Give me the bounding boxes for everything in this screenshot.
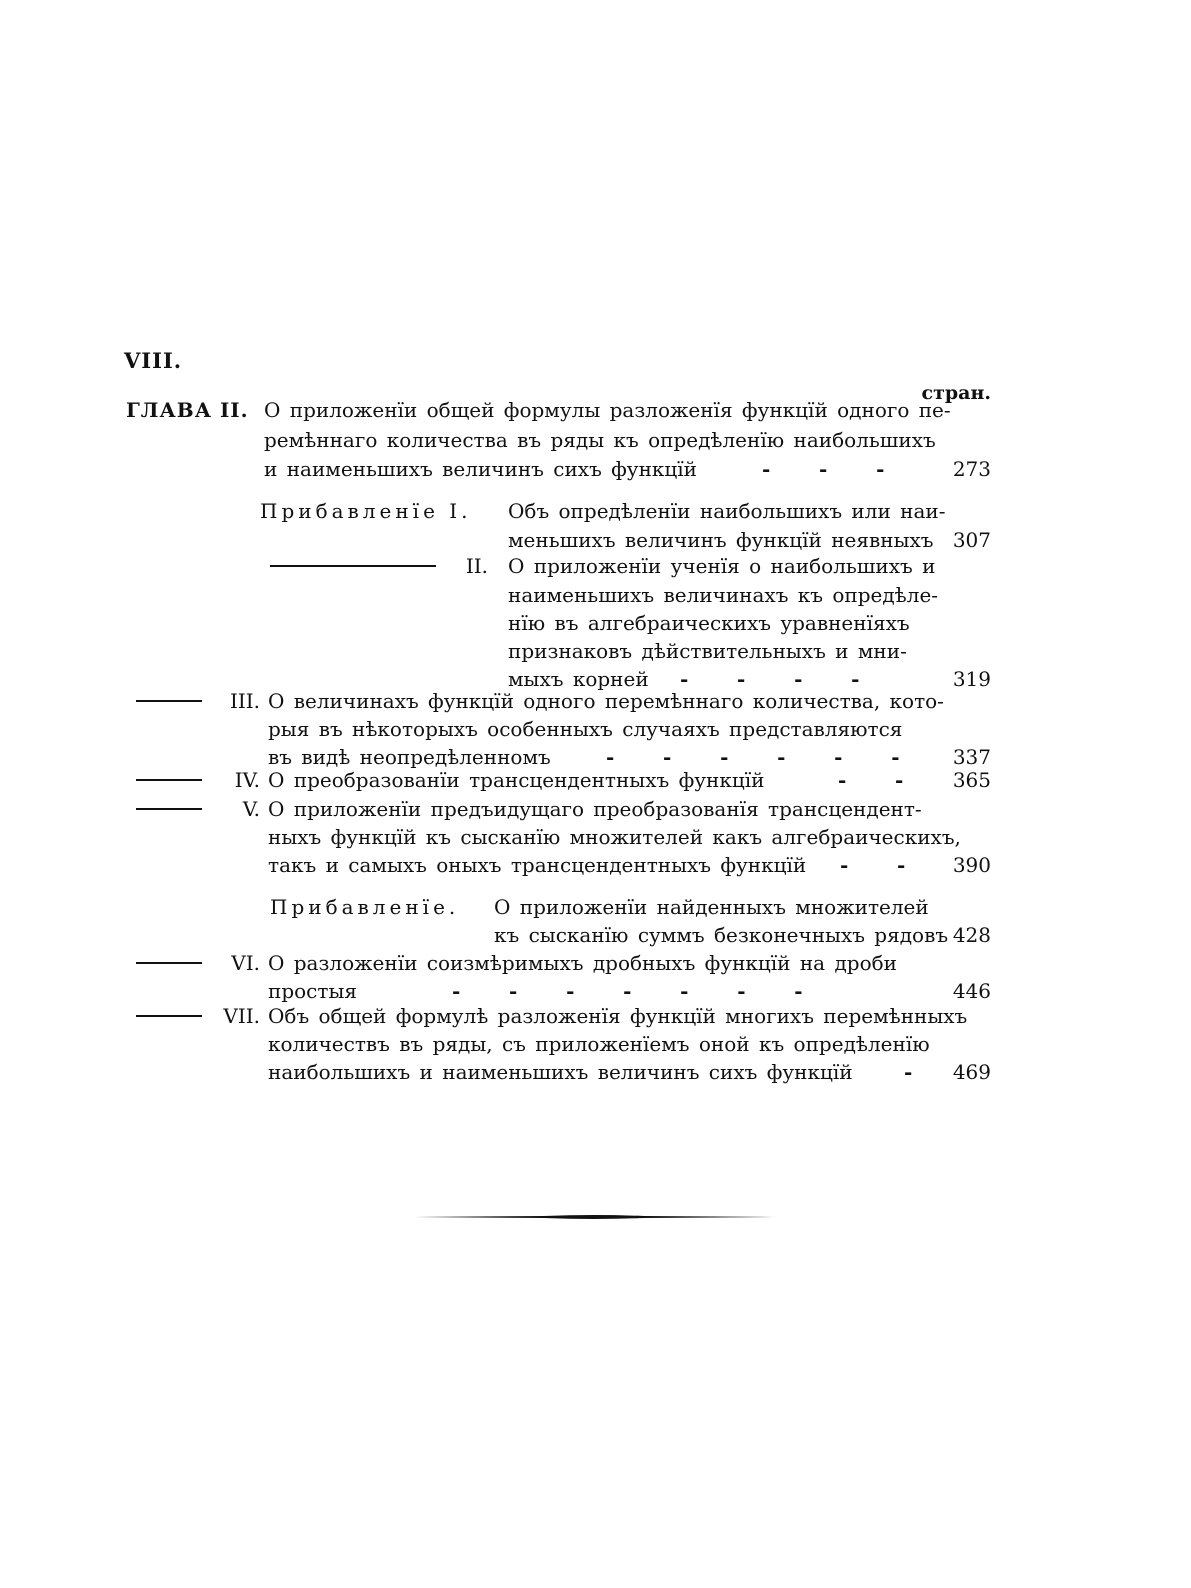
toc-line: наименьшихъ величинахъ къ опредѣле-: [508, 583, 939, 607]
toc-line: О приложенїи найденныхъ множителей: [494, 895, 929, 919]
page-column-label: стран.: [921, 382, 991, 404]
toc-line: и наименьшихъ величинъ сихъ функцїй: [264, 457, 697, 481]
addendum-label: Прибавленїе I.: [260, 499, 472, 523]
toc-line: О приложенїи ученїя о наибольшихъ и: [508, 554, 936, 578]
leader-dots: - - - - - -: [606, 745, 900, 769]
section-number: III.: [229, 689, 260, 713]
toc-line: О преобразованїи трансцендентныхъ функцїй: [268, 768, 765, 792]
toc-line: признаковъ дѣйствительныхъ и мни-: [508, 639, 907, 663]
toc-line: ныхъ функцїй къ сысканїю множителей какъ алгебраическихъ,: [268, 825, 961, 849]
ditto-dash: [136, 962, 202, 964]
page-number: 273: [952, 457, 991, 481]
toc-line: простыя: [268, 979, 357, 1003]
section-number: VI.: [231, 951, 260, 975]
ditto-dash: [136, 779, 202, 781]
leader-dots: - - -: [762, 457, 885, 481]
folio-number: VIII.: [124, 348, 183, 373]
toc-line: количествъ въ ряды, съ приложенїемъ оной къ опредѣленїю: [268, 1032, 930, 1056]
toc-line: мыхъ корней: [508, 667, 649, 691]
addendum-number: II.: [465, 554, 488, 578]
closing-rule-icon: [414, 1214, 774, 1220]
toc-line: въ видѣ неопредѣленномъ: [268, 745, 551, 769]
toc-line: Объ общей формулѣ разложенїя функцїй многихъ перемѣнныхъ: [268, 1004, 968, 1028]
section-number: V.: [242, 797, 260, 821]
ditto-dash: [136, 700, 202, 702]
page-number: 446: [952, 979, 991, 1003]
page-number: 307: [952, 528, 991, 552]
toc-line: къ сысканїю суммъ безконечныхъ рядовъ: [494, 923, 949, 947]
toc-line: ремѣннаго количества въ ряды къ опредѣленїю наибольшихъ: [264, 428, 936, 452]
toc-line: О разложенїи соизмѣримыхъ дробныхъ функцїй на дроби: [268, 951, 897, 975]
addendum-label: Прибавленїе.: [270, 895, 460, 919]
ditto-dash: [136, 808, 202, 810]
toc-line: О приложенїи предъидущаго преобразованїя трансцендент-: [268, 797, 922, 821]
page-number: 469: [952, 1060, 991, 1084]
toc-line: наибольшихъ и наименьшихъ величинъ сихъ функцїй: [268, 1060, 853, 1084]
leader-dots: - -: [840, 853, 906, 877]
page-number: 428: [952, 923, 991, 947]
leader-dots: - - - - - - -: [452, 979, 803, 1003]
toc-line: рыя въ нѣкоторыхъ особенныхъ случаяхъ представляются: [268, 717, 903, 741]
toc-line: меньшихъ величинъ функцїй неявныхъ: [508, 528, 934, 552]
leader-dots: - -: [838, 768, 904, 792]
ditto-dash: [136, 1015, 202, 1017]
page-number: 319: [952, 667, 991, 691]
page-number: 365: [952, 768, 991, 792]
chapter-label: ГЛАВА II.: [126, 398, 249, 422]
toc-line: О приложенїи общей формулы разложенїя функцїй одного пе-: [264, 398, 951, 422]
toc-line: нїю въ алгебраическихъ уравненїяхъ: [508, 611, 910, 635]
page-number: 337: [952, 745, 991, 769]
closing-rule: [414, 1214, 774, 1218]
section-number: IV.: [234, 768, 260, 792]
ditto-dash: [270, 565, 436, 567]
leader-dots: -: [904, 1060, 913, 1084]
toc-line: О величинахъ функцїй одного перемѣннаго количества, кото-: [268, 689, 944, 713]
toc-line: Объ опредѣленїи наибольшихъ или наи-: [508, 499, 946, 523]
page-number: 390: [952, 853, 991, 877]
leader-dots: - - - -: [680, 667, 860, 691]
section-number: VII.: [223, 1004, 260, 1028]
toc-line: такъ и самыхъ оныхъ трансцендентныхъ функцїй: [268, 853, 807, 877]
